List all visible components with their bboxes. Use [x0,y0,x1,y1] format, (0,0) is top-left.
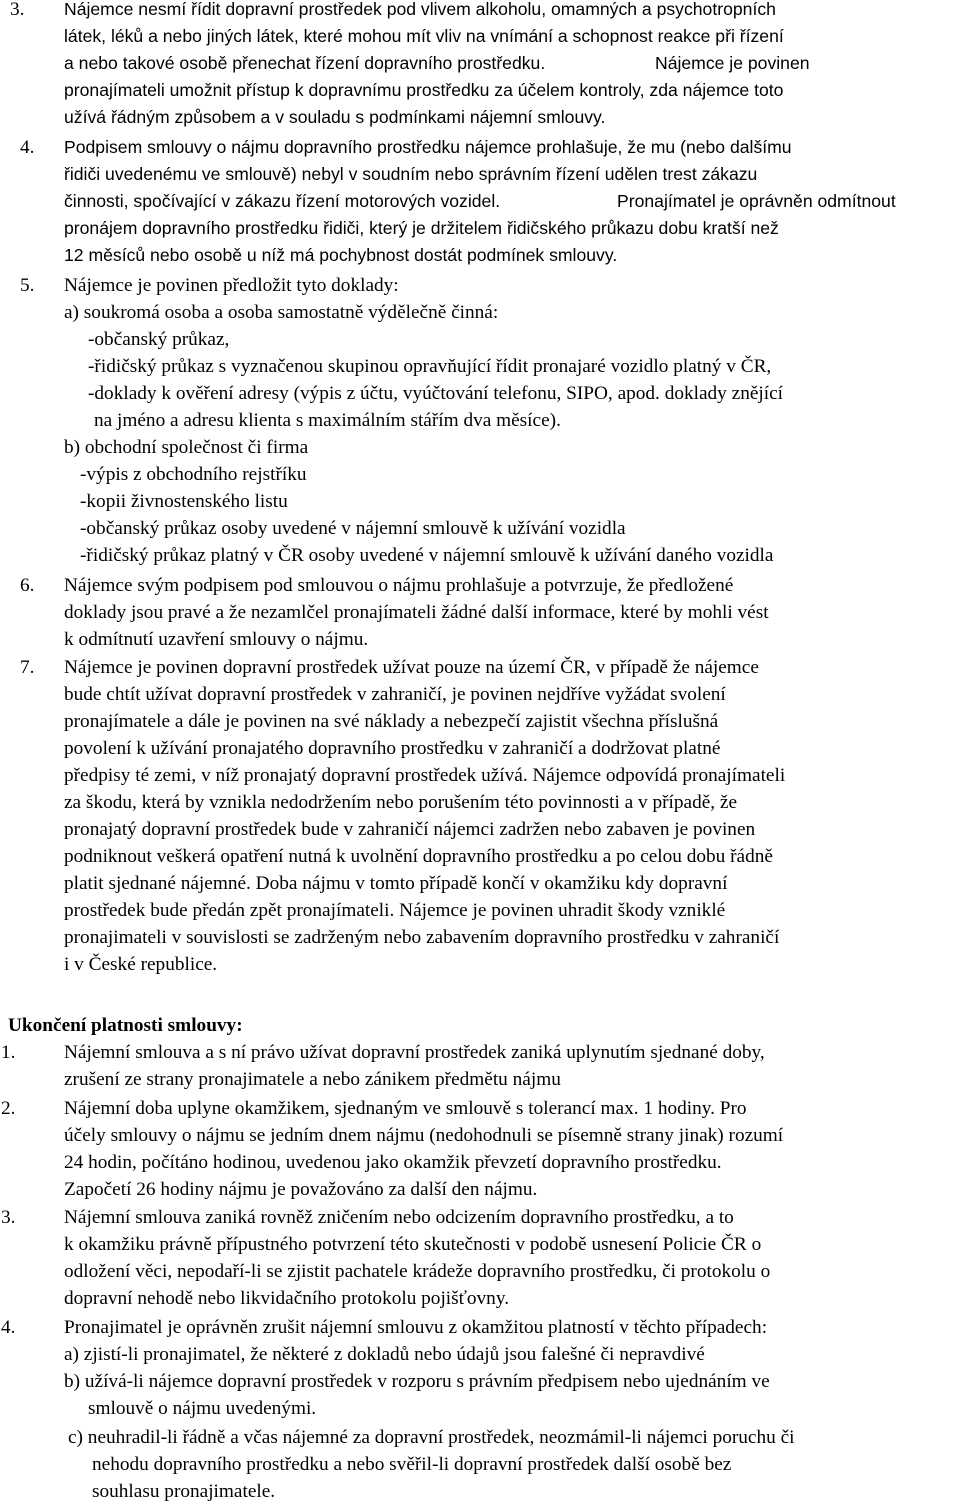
subitem-line: smlouvě o nájmu uvedenými. [88,1398,317,1419]
item-text-line: Nájemce je povinen [655,53,810,73]
item-text-line: 12 měsíců nebo osobě u níž má pochybnost dostát podmínek smlouvy. [64,245,618,265]
item-text-line: Nájemce svým podpisem pod smlouvou o nájmu prohlašuje a potvrzuje, že předložené [64,575,734,596]
document-entry: -občanský průkaz, [88,329,230,350]
item-number: 3. [1,1207,16,1228]
document-entry: -řidičský průkaz platný v ČR osoby uvedené v nájemní smlouvě k užívání daného vozidla [80,545,774,566]
item-text-line: předpisy té zemi, v níž pronajatý dopravní prostředek užívá. Nájemce odpovídá pronajímateli [64,765,786,786]
item-text-line: Nájemní smlouva zaniká rovněž zničením nebo odcizením dopravního prostředku, a to [64,1207,734,1228]
item-text-line: pronajímatele a dále je povinen na své náklady a nebezpečí zajistit všechna příslušná [64,711,719,732]
item-text-line: platit sjednané nájemné. Doba nájmu v tomto případě končí v okamžiku kdy dopravní [64,873,728,894]
item-text-line: Pronajímatel je oprávněn odmítnout [617,191,896,211]
item-number: 6. [20,575,35,596]
item-text-line: užívá řádným způsobem a v souladu s podmínkami nájemní smlouvy. [64,107,606,127]
item-number: 7. [20,657,35,678]
item-text-line: doklady jsou pravé a že nezamlčel pronajímateli žádné další informace, které by mohli vést [64,602,769,623]
item-text-line: pronajatý dopravní prostředek bude v zahraničí nájemci zadržen nebo zabaven je povinen [64,819,756,840]
item-text-line: podniknout veškerá opatření nutná k uvolnění dopravního prostředku a po celou dobu řádně [64,846,773,867]
item-text-line: zrušení ze strany pronajimatele a nebo zánikem předmětu nájmu [64,1069,561,1090]
item-text-line: Nájemní smlouva a s ní právo užívat dopravní prostředek zaniká uplynutím sjednané doby, [64,1042,765,1063]
item-text-line: Pronajimatel je oprávněn zrušit nájemní smlouvu z okamžitou platností v těchto případech: [64,1317,768,1338]
document-entry: -doklady k ověření adresy (výpis z účtu, vyúčtování telefonu, SIPO, apod. doklady znějící [88,383,784,404]
section-heading: Ukončení platnosti smlouvy: [8,1015,243,1036]
document-entry: na jméno a adresu klienta s maximálním stářím dva měsíce). [94,410,561,431]
item-text-line: a nebo takové osobě přenechat řízení dopravního prostředku. [64,53,546,73]
item-text-line: k odmítnutí uzavření smlouvy o nájmu. [64,629,369,650]
item-text-line: účely smlouvy o nájmu se jedním dnem nájmu (nedohodnuli se písemně strany jinak) rozumí [64,1125,784,1146]
item-text-line: odložení věci, nepodaří-li se zjistit pachatele krádeže dopravního prostředku, či protokolu o [64,1261,771,1282]
item-text-line: pronájem dopravního prostředku řidiči, který je držitelem řidičského průkazu dobu kratší než [64,218,779,238]
item-text-line: bude chtít užívat dopravní prostředek v zahraničí, je povinen nejdříve vyžádat svolení [64,684,726,705]
item-text-line: Nájemce je povinen dopravní prostředek užívat pouze na území ČR, v případě že nájemce [64,657,759,678]
item-number: 4. [20,137,35,158]
subitem-line: a) zjistí-li pronajimatel, že některé z dokladů nebo údajů jsou falešné či nepravdivé [64,1344,705,1365]
item-text-line: Nájemní doba uplyne okamžikem, sjednaným ve smlouvě s tolerancí max. 1 hodiny. Pro [64,1098,747,1119]
item-text-line: i v České republice. [64,954,218,975]
item-text-line: řidiči uvedenému ve smlouvě) nebyl v soudním nebo správním řízení udělen trest zákazu [64,164,758,184]
subitem-line: souhlasu pronajimatele. [92,1481,276,1502]
item-text-line: Podpisem smlouvy o nájmu dopravního prostředku nájemce prohlašuje, že mu (nebo dalšímu [64,137,792,157]
item-number: 5. [20,275,35,296]
item-text-line: činnosti, spočívající v zákazu řízení motorových vozidel. [64,191,501,211]
item-text-line: dopravní nehodě nebo likvidačního protokolu pojišťovny. [64,1288,510,1309]
item-text-line: za škodu, která by vznikla nedodržením nebo porušením této povinnosti a v případě, že [64,792,738,813]
item-text-line: Započetí 26 hodiny nájmu je považováno za další den nájmu. [64,1179,538,1200]
item-number: 2. [1,1098,16,1119]
document-entry: -občanský průkaz osoby uvedené v nájemní smlouvě k užívání vozidla [80,518,626,539]
item-text-line: pronajímateli umožnit přístup k dopravnímu prostředku za účelem kontroly, zda nájemce toto [64,80,784,100]
document-entry: -řidičský průkaz s vyznačenou skupinou opravňující řídit pronajaré vozidlo platný v ČR, [88,356,772,377]
item-text-line: k okamžiku právně přípustného potvrzení této skutečnosti v podobě usnesení Policie ČR o [64,1234,762,1255]
subitem-heading: b) obchodní společnost či firma [64,437,309,458]
item-text-line: Nájemce je povinen předložit tyto doklady: [64,275,399,296]
item-text-line: povolení k užívání pronajatého dopravního prostředku v zahraničí a dodržovat platné [64,738,721,759]
document-entry: -výpis z obchodního rejstříku [80,464,307,485]
item-text-line: prostředek bude předán zpět pronajímateli. Nájemce je povinen uhradit škody vzniklé [64,900,726,921]
item-number: 4. [1,1317,16,1338]
subitem-line: c) neuhradil-li řádně a včas nájemné za dopravní prostředek, neozmámil-li nájemci poruchu či [68,1427,795,1448]
subitem-line: b) užívá-li nájemce dopravní prostředek v rozporu s právním předpisem nebo ujednáním ve [64,1371,770,1392]
item-text-line: látek, léků a nebo jiných látek, které mohou mít vliv na vnímání a schopnost reakce při řízení [64,26,784,46]
document-entry: -kopii živnostenského listu [80,491,288,512]
item-number: 3. [10,0,25,20]
item-number: 1. [1,1042,16,1063]
item-text-line: Nájemce nesmí řídit dopravní prostředek pod vlivem alkoholu, omamných a psychotropních [64,0,776,19]
subitem-heading: a) soukromá osoba a osoba samostatně výdělečně činná: [64,302,499,323]
item-text-line: 24 hodin, počítáno hodinou, uvedenou jako okamžik převzetí dopravního prostředku. [64,1152,722,1173]
subitem-line: nehodu dopravního prostředku a nebo svěřil-li dopravní prostředek další osobě bez [92,1454,732,1475]
item-text-line: pronajimateli v souvislosti se zadrženým nebo zabavením dopravního prostředku v zahraničí [64,927,780,948]
